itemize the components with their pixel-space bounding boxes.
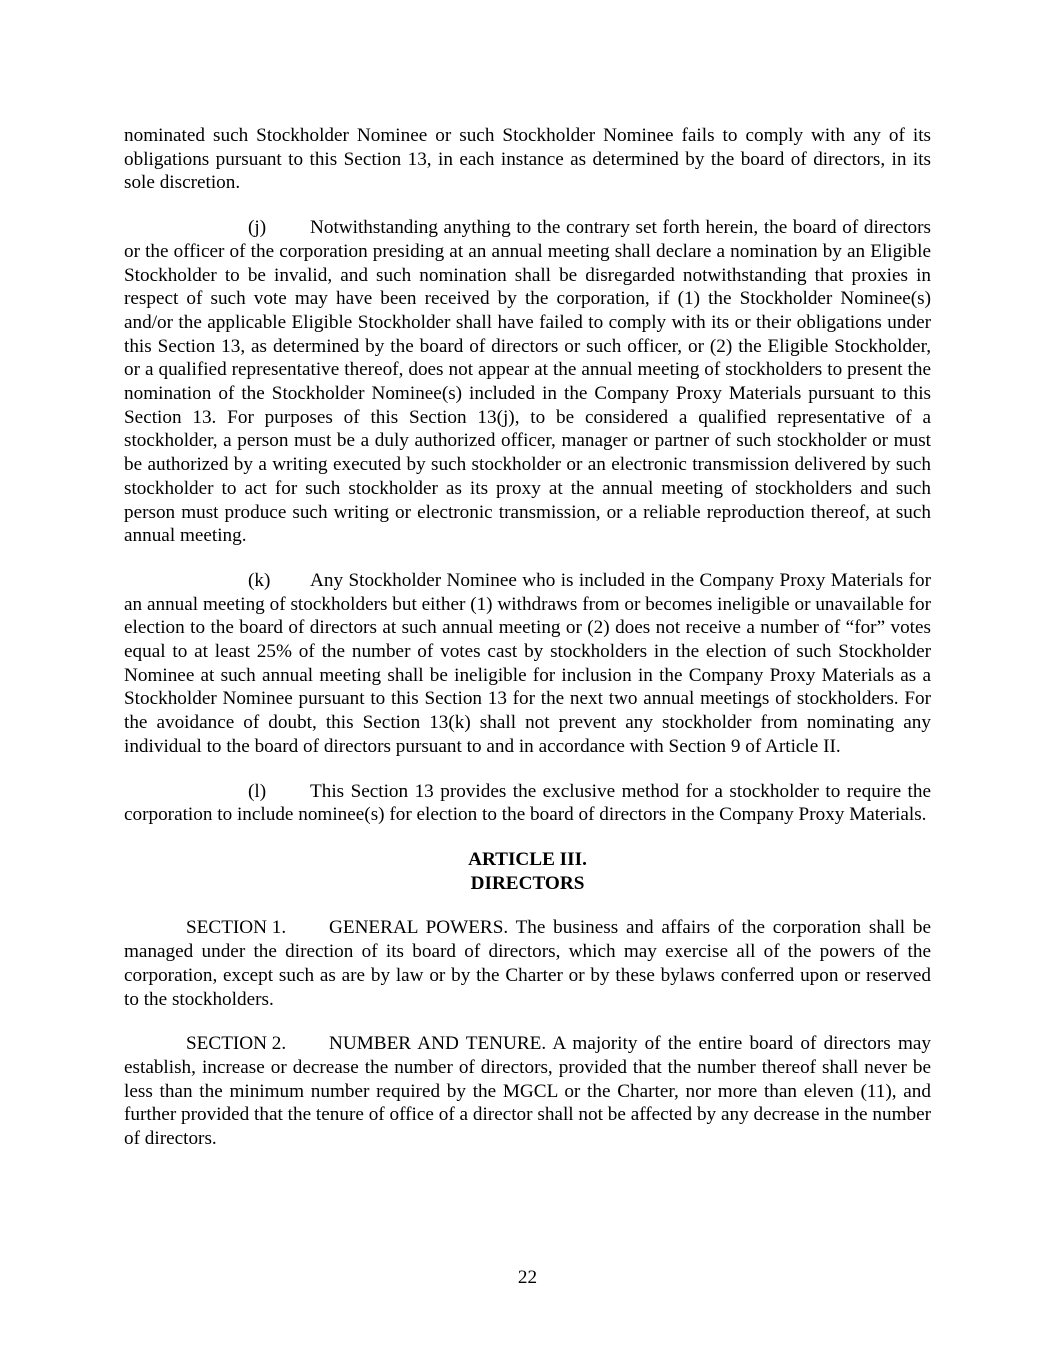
- paragraph-j: [124, 216, 931, 548]
- page-number: 22: [517, 1267, 538, 1288]
- paragraph-continuation: nominated such Stockholder Nominee or such Stockholder Nominee fails to comply with any of its obligations pursuant to this Section 13, in each instance as determined by the board of directors, in its sole discretion.: [124, 125, 931, 194]
- paragraph-l: [124, 780, 931, 827]
- paragraph-marker: (l): [248, 780, 267, 802]
- paragraph-marker: (j): [248, 217, 267, 239]
- article-title: DIRECTORS: [470, 872, 585, 894]
- paragraph-text: Any Stockholder Nominee who is included in the Company Proxy Materials for an annual meeting of stockholders but either (1) withdraws from or becomes ineligible or unavailable for election to the board of directors at such annual meeting or (2) does not receive a number of “for” votes equal to at least 25% of the number of votes cast by stockholders in the election of such Stockholder Nominee at such annual meeting shall be ineligible for inclusion in the Company Proxy Materials as a Stockholder Nominee pursuant to this Section 13 for the next two annual meetings of stockholders. For the avoidance of doubt, this Section 13(k) shall not prevent any stockholder from nominating any individual to the board of directors pursuant to and in accordance with Section 9 of Article II.: [124, 569, 931, 757]
- document-page: [124, 124, 931, 1172]
- paragraph-k: [124, 569, 931, 759]
- section-marker: SECTION 2.: [186, 1033, 287, 1055]
- paragraph-text: Notwithstanding anything to the contrary set forth herein, the board of directors or the officer of the corporation presiding at an annual meeting shall declare a nomination by an Eligible Stockholder to be invalid, and such nomination shall be disregarded notwithstanding that proxies in respect of such vote may have been received by the corporation, if (1) the Stockholder Nominee(s) and/or the applicable Eligible Stockholder shall have failed to comply with its or their obligations under this Section 13, as determined by the board of directors or such officer, or (2) the Eligible Stockholder, or a qualified representative thereof, does not appear at the annual meeting of stockholders to present the nomination of the Stockholder Nominee(s) included in the Company Proxy Materials pursuant to this Section 13. For purposes of this Section 13(j), to be considered a qualified representative of a stockholder, a person must be a duly authorized officer, manager or partner of such stockholder or must be authorized by a writing executed by such stockholder or an electronic transmission delivered by such stockholder to act for such stockholder as its proxy at the annual meeting of stockholders and such person must produce such writing or electronic transmission, or a reliable reproduction thereof, at such annual meeting.: [124, 217, 931, 547]
- section-1: [124, 916, 931, 1011]
- article-number: ARTICLE III.: [468, 848, 587, 870]
- section-text: GENERAL POWERS. The business and affairs of the corporation shall be managed under the direction of its board of directors, which may exercise all of the powers of the corporation, except such as are by law or by the Charter or by these bylaws conferred upon or reserved to the stockholders.: [124, 917, 931, 1010]
- section-2: [124, 1032, 931, 1151]
- article-heading: [124, 848, 931, 895]
- paragraph-text: This Section 13 provides the exclusive method for a stockholder to require the corporation to include nominee(s) for election to the board of directors in the Company Proxy Materials.: [124, 780, 931, 826]
- section-text: NUMBER AND TENURE. A majority of the entire board of directors may establish, increase or decrease the number of directors, provided that the number thereof shall never be less than the minimum number required by the MGCL or the Charter, nor more than eleven (11), and further provided that the tenure of office of a director shall not be affected by any decrease in the number of directors.: [124, 1033, 931, 1150]
- section-marker: SECTION 1.: [186, 917, 287, 939]
- paragraph-marker: (k): [248, 569, 271, 591]
